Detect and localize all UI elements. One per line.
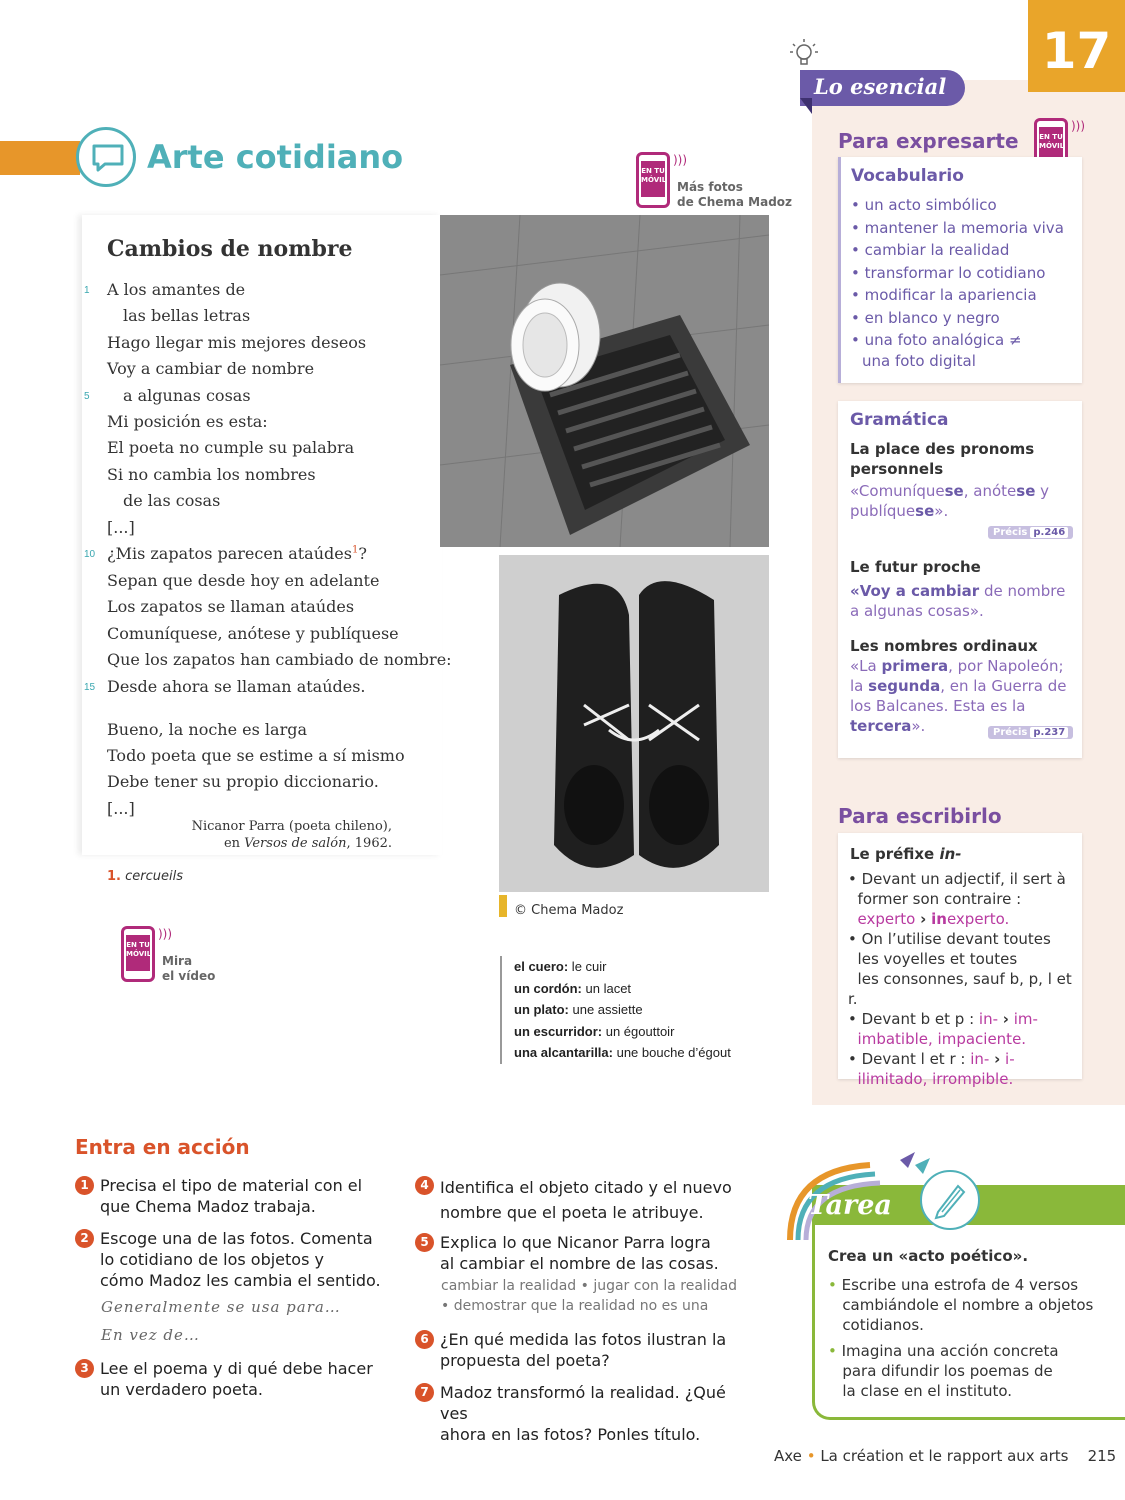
- poem-line: Desde ahora se llaman ataúdes.: [107, 677, 366, 696]
- activity-3: 3 Lee el poema y di qué debe hacer un verdadero poeta.: [75, 1358, 395, 1400]
- more-photos-link[interactable]: Más fotos de Chema Madoz: [677, 180, 793, 209]
- gramatica-title: Gramática: [850, 410, 949, 430]
- glossary-entry: una alcantarilla: une bouche d’égout: [514, 1045, 731, 1060]
- vocab-item: • mantener la memoria viva: [851, 217, 1064, 240]
- activity-7: 7 Madoz transformó la realidad. ¿Qué ves ahora en las fotos? Ponles título.: [415, 1382, 755, 1445]
- poem-attribution: Nicanor Parra (poeta chileno), en Versos de salón, 1962.: [191, 819, 392, 851]
- poem-line: A los amantes de: [107, 280, 246, 299]
- grammar-example-ordinals: «La primera, por Napoleón; la segunda, en la Guerra de los Balcanes. Esta es la tercera».: [850, 657, 1067, 735]
- line-number: 5: [84, 391, 90, 402]
- entra-en-accion-title: Entra en acción: [75, 1135, 250, 1159]
- vocab-item: • transformar lo cotidiano: [851, 262, 1064, 285]
- rule-item: • Devant un adjectif, il sert à former son contraire : experto › inexperto.: [848, 869, 1078, 929]
- sentence-starter: En vez de…: [101, 1326, 200, 1344]
- signal-waves-icon: ))): [673, 153, 688, 167]
- rule-item: • Devant b et p : in- › im- imbatible, impaciente.: [848, 1009, 1078, 1049]
- photo-credit: © Chema Madoz: [514, 903, 624, 918]
- activity-5: 5 Explica lo que Nicanor Parra logra al cambiar el nombre de las cosas.: [415, 1232, 755, 1274]
- pen-icon: [920, 1170, 980, 1230]
- prefix-rules: [848, 869, 1078, 1089]
- grammar-example-future: «Voy a cambiar de nombre a algunas cosas».: [850, 582, 1066, 620]
- poem-line: Hago llegar mis mejores deseos: [107, 333, 367, 352]
- footnote-marker[interactable]: 1: [351, 544, 359, 556]
- glossary-entry: un escurridor: un égouttoir: [514, 1023, 675, 1039]
- poem-line: Si no cambia los nombres: [107, 465, 316, 484]
- vocab-item: • un acto simbólico: [851, 194, 1064, 217]
- mobile-phone-icon[interactable]: EN TU MÓVIL ))): [1034, 118, 1068, 174]
- footnote: 1. cercueils: [107, 869, 183, 884]
- vocabulario-title: Vocabulario: [851, 166, 964, 186]
- chapter-number: 17: [1028, 0, 1125, 92]
- vocab-item: • cambiar la realidad: [851, 239, 1064, 262]
- photo-plates-on-drain: [440, 215, 769, 547]
- page-title: Arte cotidiano: [147, 138, 404, 176]
- vocab-item: • una foto analógica ≠: [851, 329, 1064, 352]
- poem-line: Bueno, la noche es larga: [107, 720, 307, 739]
- poem-line: Mi posición es esta:: [107, 412, 268, 431]
- tarea-heading: Crea un «acto poético».: [828, 1247, 1029, 1265]
- vocab-item: una foto digital: [862, 351, 976, 370]
- grammar-point-future: Le futur proche: [850, 558, 981, 576]
- vocab-item: • en blanco y negro: [851, 307, 1064, 330]
- rule-item: • Devant l et r : in- › i- ilimitado, irrompible.: [848, 1049, 1078, 1089]
- grammar-example-pronouns: «Comuníquese, anótese y publíquese».: [850, 482, 1050, 520]
- glossary: [500, 956, 731, 1064]
- poem-line: Que los zapatos han cambiado de nombre:: [107, 650, 452, 669]
- activity-5-hints: cambiar la realidad • jugar con la realidad • demostrar que la realidad no es una: [441, 1278, 738, 1314]
- glossary-entry: un cordón: un lacet: [514, 980, 632, 996]
- credit-marker: [499, 895, 507, 917]
- poem-title: Cambios de nombre: [107, 236, 353, 262]
- tarea-label: Tarea: [808, 1190, 892, 1221]
- poem-line: Debe tener su propio diccionario.: [107, 772, 379, 791]
- precis-link[interactable]: Précis p.246: [988, 526, 1073, 539]
- line-number: 10: [84, 549, 96, 560]
- para-expresarte-title: Para expresarte: [838, 129, 1019, 153]
- activity-4: 4 Identifica el objeto citado y el nuevo nombre que el poeta le atribuye.: [415, 1175, 755, 1225]
- poem-line: [...]: [107, 799, 135, 818]
- poem-line: Comuníquese, anótese y publíquese: [107, 624, 399, 643]
- lo-esencial-banner: Lo esencial: [800, 70, 965, 106]
- prefix-box: [838, 833, 1082, 1088]
- signal-waves-icon: ))): [1071, 119, 1086, 133]
- watch-video-link[interactable]: Mira el vídeo: [162, 954, 216, 983]
- mobile-phone-icon[interactable]: EN TU MÓVIL ))): [636, 152, 670, 208]
- poem-line: a algunas cosas: [123, 386, 251, 405]
- poem-line: Los zapatos se llaman ataúdes: [107, 597, 355, 616]
- glossary-entry: el cuero: le cuir: [514, 959, 607, 974]
- poem-line: Todo poeta que se estime a sí mismo: [107, 746, 405, 765]
- prefix-title: Le préfixe in-: [850, 845, 962, 863]
- para-escribirlo-title: Para escribirlo: [838, 804, 1002, 828]
- grammar-point-ordinals: Les nombres ordinaux: [850, 637, 1038, 655]
- line-number: 1: [84, 285, 90, 296]
- glossary-entry: un plato: une assiette: [514, 1002, 643, 1017]
- poem-text: [0, 0, 452, 820]
- precis-link[interactable]: Précis p.237: [988, 726, 1073, 739]
- activity-2: 2 Escoge una de las fotos. Comenta lo cotidiano de los objetos y cómo Madoz les cambia el sentido.: [75, 1228, 395, 1291]
- photo-shoes-as-coffins: [499, 555, 769, 892]
- page-number: 215: [1087, 1447, 1117, 1465]
- activity-6: 6 ¿En qué medida las fotos ilustran la propuesta del poeta?: [415, 1329, 755, 1371]
- tarea-item: • Imagina una acción concreta para difundir los poemas de la clase en el instituto.: [828, 1341, 1118, 1401]
- gramatica-box: [838, 401, 1082, 758]
- page-footer: Axe • La création et le rapport aux arts 215: [774, 1447, 1117, 1465]
- tarea-item: • Escribe una estrofa de 4 versos cambiándole el nombre a objetos cotidianos.: [828, 1275, 1118, 1335]
- poem-line: El poeta no cumple su palabra: [107, 438, 355, 457]
- activity-1: 1 Precisa el tipo de material con el que Chema Madoz trabaja.: [75, 1175, 395, 1217]
- rule-item: • On l’utilise devant toutes les voyelles et toutes les consonnes, sauf b, p, l et r.: [848, 929, 1078, 1009]
- grammar-point-pronouns: La place des pronoms personnels: [850, 440, 1035, 478]
- mobile-phone-icon[interactable]: EN TU MÓVIL ))): [121, 926, 155, 982]
- poem-line: ¿Mis zapatos parecen ataúdes$^1$?: [107, 544, 367, 563]
- poem-line: [...]: [107, 518, 135, 537]
- vocabulario-box: [838, 157, 1082, 383]
- sentence-starter: Generalmente se usa para…: [101, 1298, 341, 1316]
- line-number: 15: [84, 682, 96, 693]
- vocab-item: • modificar la apariencia: [851, 284, 1064, 307]
- poem-line: las bellas letras: [123, 306, 251, 325]
- poem-line: Sepan que desde hoy en adelante: [107, 571, 380, 590]
- poem-line: de las cosas: [123, 491, 221, 510]
- signal-waves-icon: ))): [158, 927, 173, 941]
- tarea-list: [828, 1275, 1118, 1401]
- vocabulary-list: [851, 194, 1064, 370]
- poem-line: Voy a cambiar de nombre: [107, 359, 315, 378]
